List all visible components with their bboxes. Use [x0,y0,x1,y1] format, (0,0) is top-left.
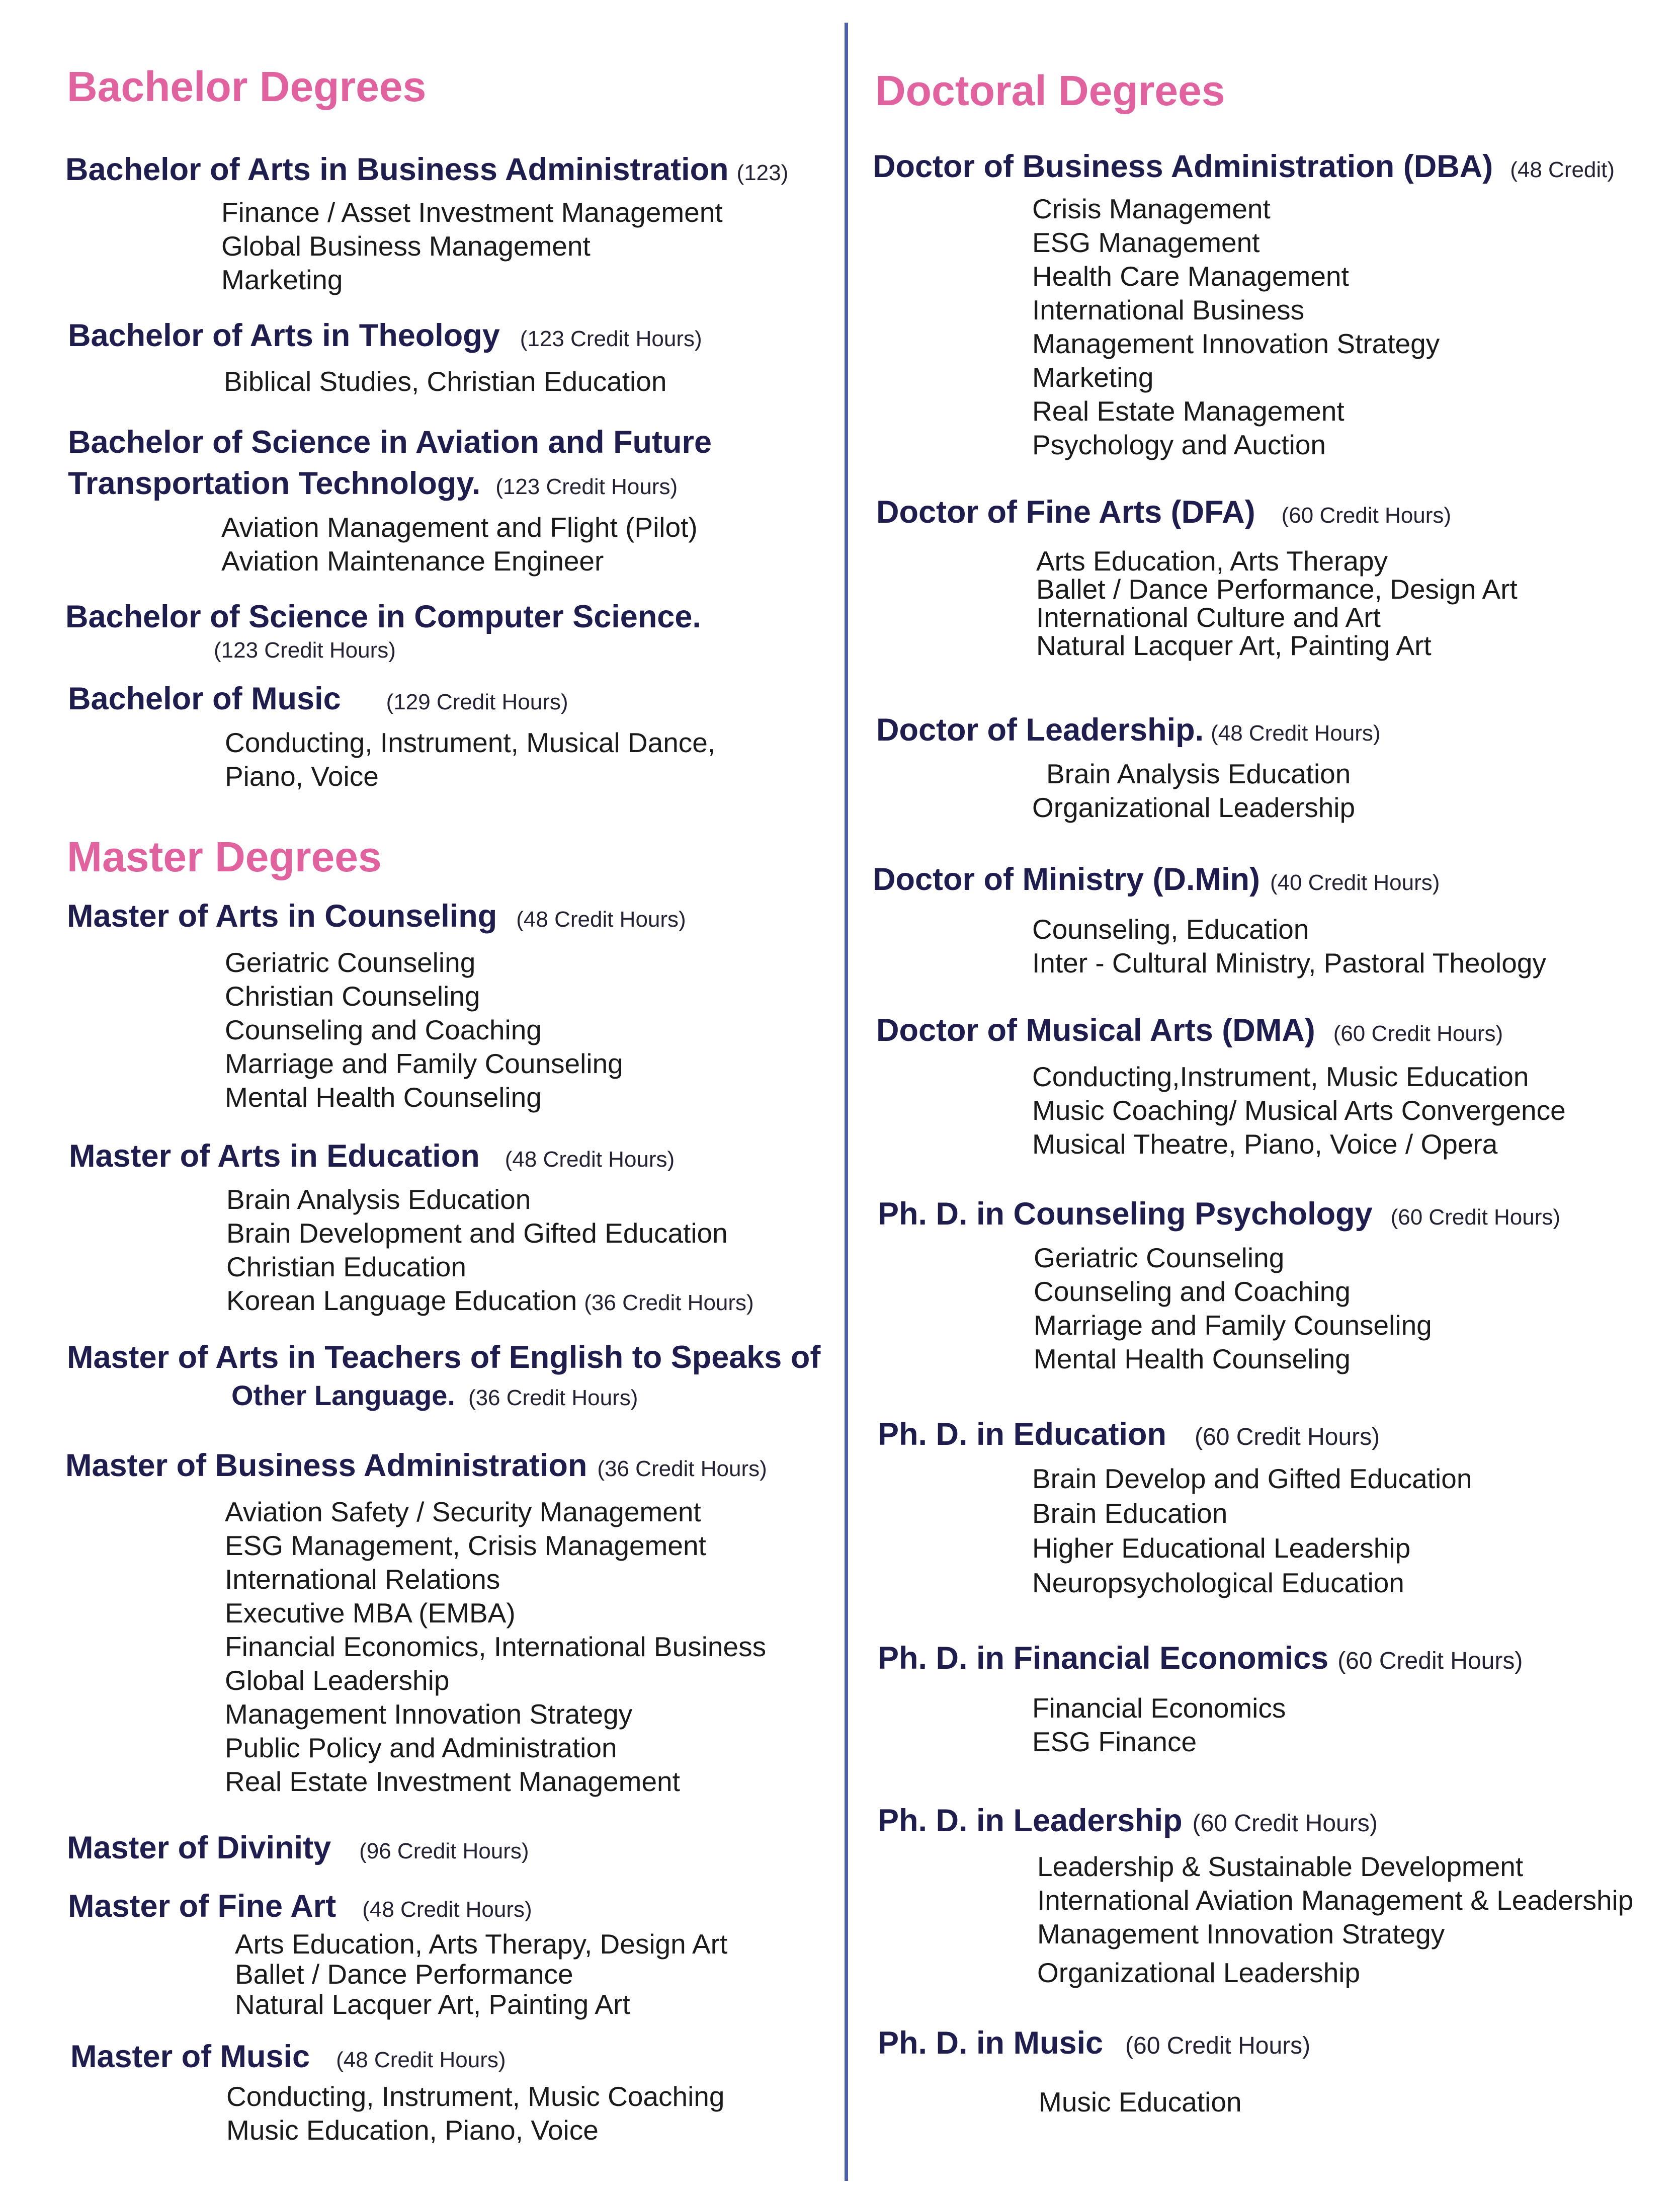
degree-items [1034,1241,1432,1376]
credit-hours: (48 Credit Hours) [336,2048,506,2072]
degree-name: Bachelor of Arts in Theology [68,318,500,353]
degree-item: Global Business Management [221,230,591,262]
degree-item: Health Care Management [1032,261,1349,292]
degree-name: Doctor of Ministry (D.Min) [873,862,1260,897]
degree-item: Counseling, Education [1032,914,1309,945]
degree-title [68,1886,532,1930]
degree-item: Natural Lacquer Art, Painting Art [235,1989,630,2020]
degree-title [65,149,788,194]
credit-hours: (36 Credit Hours) [597,1456,767,1481]
degree-item: Organizational Leadership [1037,1957,1361,1988]
degree-title [873,859,1440,904]
degree-item: Mental Health Counseling [225,1082,542,1113]
degree-title [873,146,1615,191]
credit-hours: (123 Credit Hours) [495,474,678,499]
degree-name: Ph. D. in Counseling Psychology [878,1196,1373,1232]
credit-hours: (60 Credit Hours) [1192,1810,1378,1837]
degree-title [69,1135,675,1180]
degree-title [878,2022,1310,2067]
degree-item: Arts Education, Arts Therapy, Design Art [235,1928,728,1960]
degree-items [235,1929,727,2019]
degree-item: Music Coaching/ Musical Arts Convergence [1032,1095,1566,1126]
degree-name: Ph. D. in Leadership [878,1803,1183,1838]
degree-items [224,365,666,398]
credit-hours: (40 Credit Hours) [1270,870,1440,895]
credit-hours: (36 Credit Hours) [584,1290,754,1315]
credit-hours: (60 Credit Hours) [1281,503,1452,528]
degree-item: Ballet / Dance Performance, Design Art [1036,574,1518,605]
degree-item: Conducting, Instrument, Musical Dance, [225,727,716,758]
degree-item: Brain Develop and Gifted Education [1032,1463,1472,1494]
degree-items [221,196,723,297]
degree-item: Brain Analysis Education [226,1184,531,1215]
degree-items [1032,1060,1566,1161]
credit-hours: (60 Credit Hours) [1337,1648,1523,1674]
degree-title [65,1445,767,1490]
degree-title [876,1010,1503,1054]
degree-item: Financial Economics [1032,1692,1286,1724]
degree-name: Doctor of Musical Arts (DMA) [876,1013,1315,1048]
credit-hours: (48 Credit Hours) [516,907,686,932]
degree-title [878,1193,1560,1238]
degree-name: Bachelor of Arts in Business Administration [65,152,729,187]
degree-item: Financial Economics, International Business [225,1631,767,1662]
degree-name: Ph. D. in Music [878,2025,1104,2061]
degree-name: Doctor of Fine Arts (DFA) [876,495,1255,530]
bachelor-heading: Bachelor Degrees [67,63,427,110]
credit-hours: (36 Credit Hours) [468,1386,638,1410]
degree-name: Ph. D. in Education [878,1417,1167,1452]
degree-item: Musical Theatre, Piano, Voice / Opera [1032,1128,1498,1160]
degree-item: Real Estate Management [1032,395,1345,427]
degree-item: Ballet / Dance Performance [235,1959,573,1990]
degree-name: Bachelor of Music [68,681,341,716]
degree-item: Music Education [1039,2086,1242,2118]
degree-items [1032,192,1440,462]
credit-hours: (60 Credit Hours) [1195,1424,1380,1450]
degree-items [226,2080,724,2147]
degree-title [68,315,702,360]
degree-item: Biblical Studies, Christian Education [224,366,667,397]
degree-item: International Relations [225,1564,500,1595]
degree-item: Natural Lacquer Art, Painting Art [1036,630,1432,661]
degree-name: Other Language. [231,1379,455,1411]
degree-item: ESG Management [1032,227,1260,258]
degree-item: Brain Analysis Education [1046,758,1351,789]
degree-item: Crisis Management [1032,193,1271,224]
degree-name: Master of Music [70,2039,310,2074]
degree-item: Conducting, Instrument, Music Coaching [226,2081,725,2112]
credit-hours: (48 Credit Hours) [505,1147,675,1172]
master-heading: Master Degrees [67,833,382,880]
degree-item: Christian Education [226,1251,466,1282]
degree-title-line1: Master of Arts in Teachers of English to Speaks of [67,1340,821,1375]
degree-item: Organizational Leadership [1032,792,1356,823]
degree-name: Master of Divinity [67,1830,331,1865]
credit-hours: (60 Credit Hours) [1390,1205,1561,1230]
degree-item: Higher Educational Leadership [1032,1532,1411,1564]
degree-items [225,1495,766,1799]
credit-hours: (123 Credit Hours) [520,327,702,351]
degree-item: Geriatric Counseling [1034,1242,1285,1273]
degree-item: Counseling and Coaching [225,1014,542,1045]
degree-title-line1: Bachelor of Science in Aviation and Future [68,425,712,460]
degree-item: Conducting,Instrument, Music Education [1032,1061,1529,1092]
degree-item: Inter - Cultural Ministry, Pastoral Theology [1032,947,1546,979]
degree-item: Counseling and Coaching [1034,1276,1351,1307]
degree-items [1036,547,1518,660]
degree-item: Executive MBA (EMBA) [225,1597,516,1629]
degree-item: Arts Education, Arts Therapy [1036,545,1388,577]
credit-hours: (123 Credit Hours) [214,638,396,663]
degree-items [1032,1691,1286,1759]
degree-item: Mental Health Counseling [1034,1343,1351,1374]
degree-title: Bachelor of Science in Computer Science. [65,599,701,634]
degree-name: Master of Arts in Education [69,1138,480,1174]
degree-name: Doctor of Leadership. [876,712,1204,748]
credit-hours: (48 Credit Hours) [1211,721,1381,746]
degree-item: Brain Development and Gifted Education [226,1217,728,1249]
degree-item: Brain Education [1032,1498,1228,1529]
degree-title [876,709,1381,754]
degree-title [67,896,686,940]
credit-hours: (96 Credit Hours) [359,1839,529,1863]
degree-title [876,492,1451,536]
degree-items [221,511,698,578]
doctoral-heading: Doctoral Degrees [875,67,1225,114]
credit-hours: (129 Credit Hours) [386,690,568,714]
credit-hours: (123) [736,160,789,185]
degree-title [68,678,568,723]
degree-item: Piano, Voice [225,761,379,792]
credit-hours: (48 Credit) [1510,157,1615,182]
degree-items [225,726,715,793]
degree-name: Ph. D. in Financial Economics [878,1641,1329,1676]
degree-item: Management Innovation Strategy [1037,1918,1445,1949]
degree-items [226,1183,754,1318]
degree-item: Aviation Maintenance Engineer [221,545,604,577]
degree-items [1032,1461,1472,1600]
degree-item: Marriage and Family Counseling [1034,1310,1432,1341]
degree-item: Global Leadership [225,1665,450,1696]
degree-name: Transportation Technology. [68,466,481,501]
credit-hours: (60 Credit Hours) [1125,2032,1311,2059]
degree-name: Master of Fine Art [68,1889,337,1924]
degree-item: Management Innovation Strategy [1032,328,1440,359]
degree-title [68,463,678,508]
degree-item: International Aviation Management & Leadership [1037,1885,1634,1916]
degree-items [1037,1850,1633,1990]
item-text: Korean Language Education [226,1285,577,1316]
degree-title [878,1414,1380,1458]
degree-title [67,1827,529,1872]
degree-item: Neuropsychological Education [1032,1567,1404,1598]
degree-item: Marketing [221,264,343,295]
degree-item: Psychology and Auction [1032,429,1326,460]
degree-item: Aviation Safety / Security Management [225,1496,701,1527]
degree-item: Christian Counseling [225,981,480,1012]
degree-item: Management Innovation Strategy [225,1698,633,1730]
degree-name: Doctor of Business Administration (DBA) [873,149,1493,184]
credit-hours: (48 Credit Hours) [362,1897,532,1922]
degree-item: International Culture and Art [1036,602,1381,633]
degree-item: Marketing [1032,362,1154,393]
degree-title [231,1375,638,1419]
degree-item: Marriage and Family Counseling [225,1048,623,1079]
degree-item: ESG Management, Crisis Management [225,1530,706,1561]
degree-item: Real Estate Investment Management [225,1766,680,1797]
degree-items [1039,2085,1242,2119]
degree-item: Music Education, Piano, Voice [226,2114,599,2146]
degree-name: Master of Arts in Counseling [67,899,497,934]
degree-item: Public Policy and Administration [225,1732,617,1763]
degree-items [1032,757,1355,825]
degree-name: Master of Business Administration [65,1448,587,1483]
degree-item: ESG Finance [1032,1726,1197,1757]
column-divider [845,23,848,2181]
degree-item: International Business [1032,294,1305,326]
degree-title [878,1800,1378,1844]
degree-title [70,2036,506,2081]
degree-items [1032,913,1546,980]
degree-item [226,1284,754,1318]
credit-hours: (60 Credit Hours) [1333,1021,1503,1046]
degree-item: Leadership & Sustainable Development [1037,1851,1524,1882]
degree-items [225,946,623,1114]
degree-title [878,1638,1523,1682]
degree-item: Finance / Asset Investment Management [221,197,723,228]
degree-item: Geriatric Counseling [225,947,476,978]
degree-item: Aviation Management and Flight (Pilot) [221,512,698,543]
